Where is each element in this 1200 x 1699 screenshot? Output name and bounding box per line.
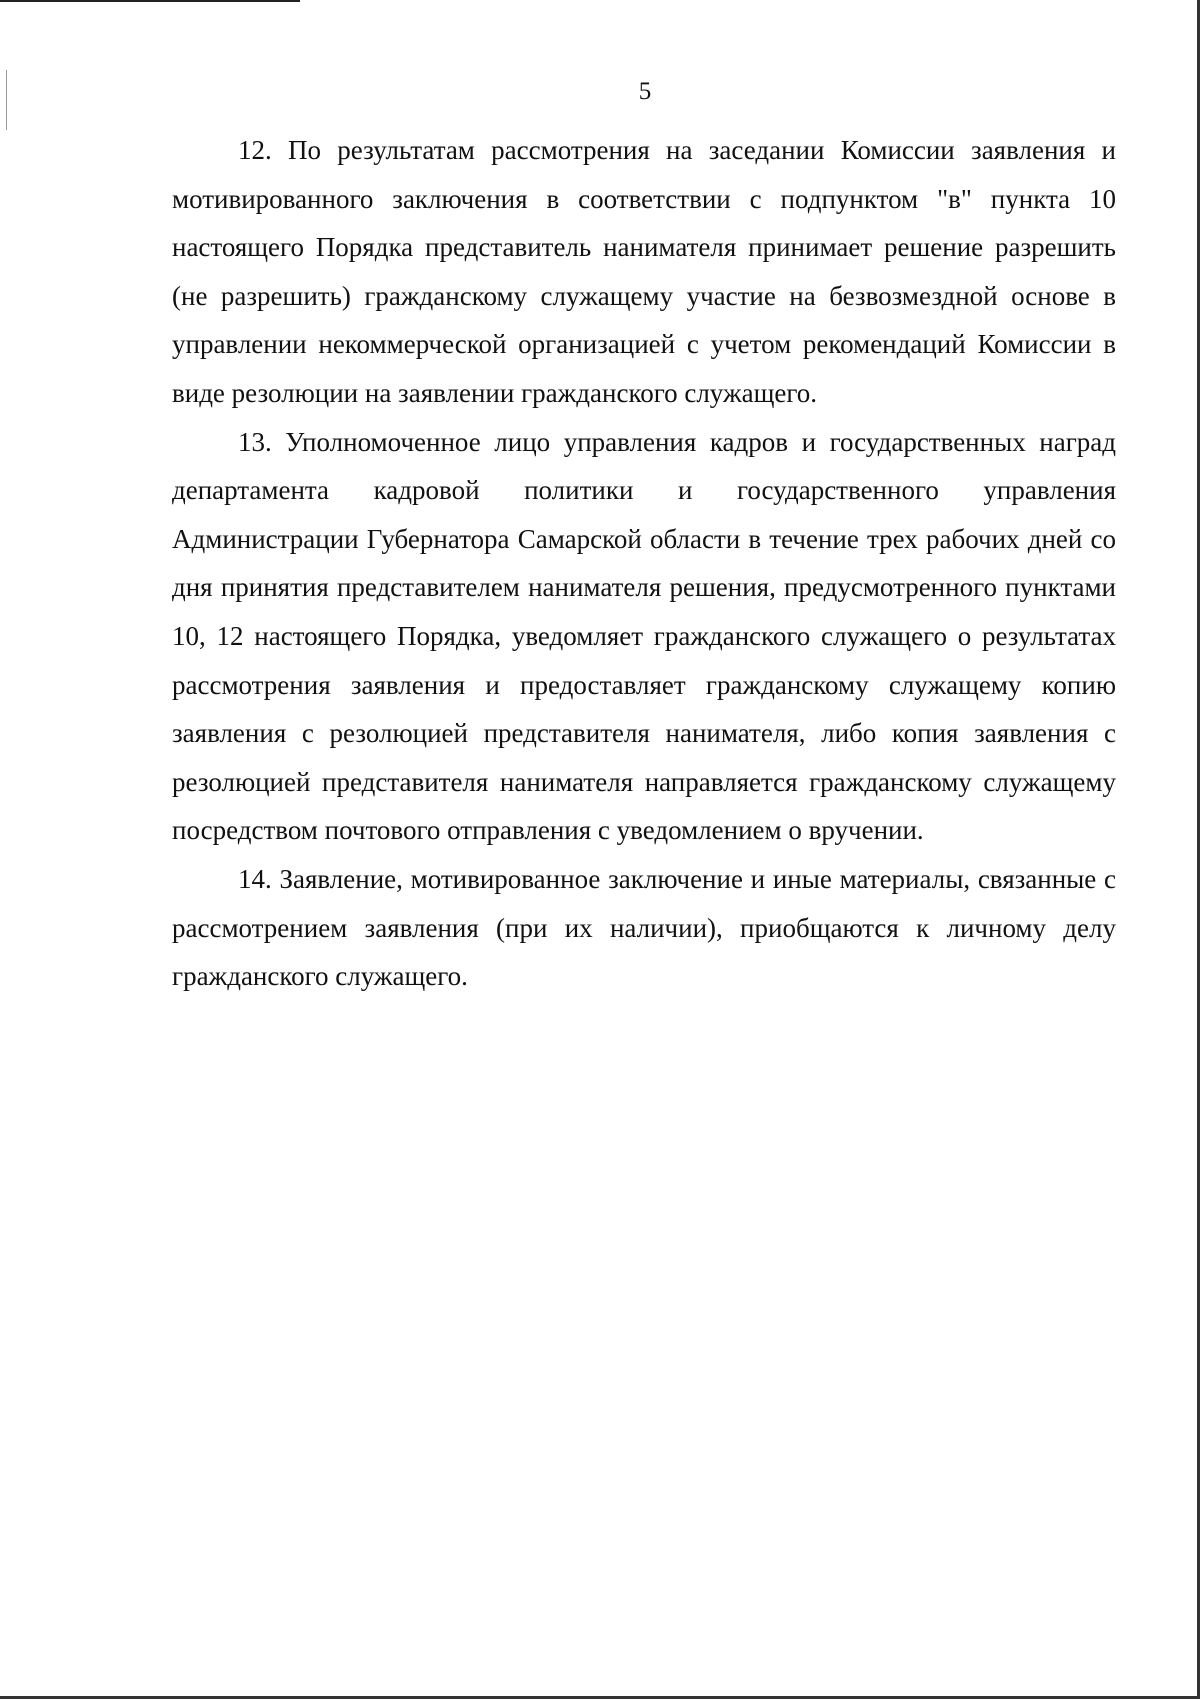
- paragraph-13: 13. Уполномоченное лицо управления кадров и государственных наград департамента кадровой политики и государственного управления Администрации Губернатора Самарской области в течение трех рабочих дней со дня принятия представителем нанимателя решения, предусмотренного пунктами 10, 12 настоящего Порядка, уведомляет гражданского служащего о результатах рассмотрения заявления и предоставляет гражданскому служащему копию заявления с резолюцией представителя нанимателя, либо копия заявления с резолюцией представителя нанимателя направляется гражданскому служащему посредством почтового отправления с уведомлением о вручении.: [172, 426, 1116, 846]
- scan-edge-top: [0, 0, 300, 2]
- paragraph-12: 12. По результатам рассмотрения на заседании Комиссии заявления и мотивированного заключения в соответствии с подпунктом "в" пункта 10 настоящего Порядка представитель нанимателя принимает решение разрешить (не разрешить) гражданскому служащему участие на безвозмездной основе в управлении некоммерческой организацией с учетом рекомендаций Комиссии в виде резолюции на заявлении гражданского служащего.: [172, 135, 1116, 408]
- page-number: 5: [638, 78, 652, 105]
- paragraph-14: 14. Заявление, мотивированное заключение и иные материалы, связанные с рассмотрением заявления (при их наличии), приобщаются к личному делу гражданского служащего.: [172, 863, 1116, 992]
- document-body: [172, 126, 1116, 1001]
